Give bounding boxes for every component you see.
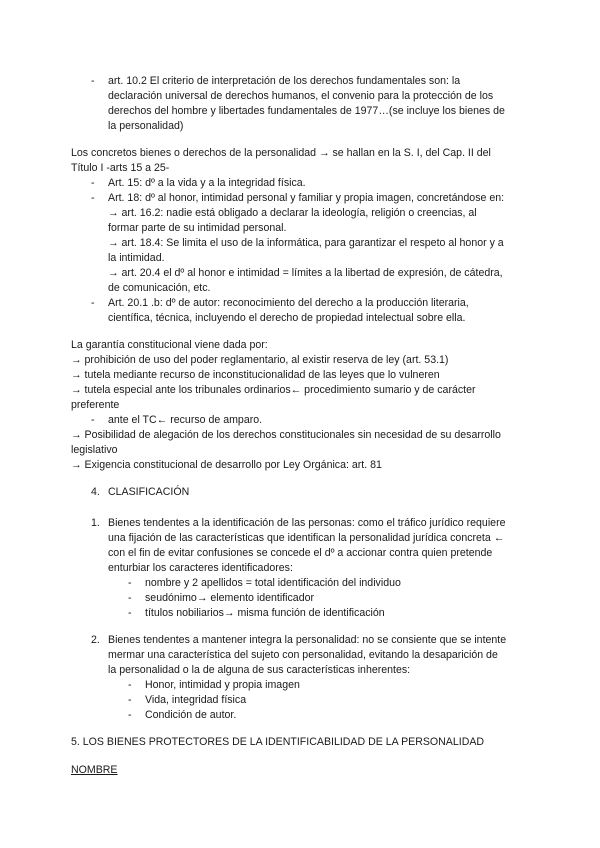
item-2-line-2: mermar una característica del sujeto con personalidad, evitando la desaparición de [108, 649, 498, 661]
art-18-line-6: → art. 20.4 el dº al honor e intimidad = límites a la libertad de expresión, de cátedra, [108, 267, 503, 279]
item-2-sub-2: Vida, integridad física [145, 694, 247, 706]
art-18-line-1: Art. 18: dº al honor, intimidad personal y familiar y propia imagen, concretándose en: [108, 192, 505, 204]
item-2-line-3: la personalidad o la de alguna de sus características inherentes: [108, 664, 411, 676]
item-1-sub-3: títulos nobiliarios→ misma función de identificación [145, 607, 385, 619]
item-1-sub-bullet-2: - [128, 592, 132, 604]
item-2-line-1: Bienes tendentes a mantener integra la personalidad: no se consiente que se intente [108, 634, 507, 646]
item-1-line-3: con el fin de evitar confusiones se concede el dº a accionar contra quien pretende [108, 547, 493, 559]
art-18-line-7: de comunicación, etc. [108, 282, 211, 294]
item-1-sub-2: seudónimo→ elemento identificador [145, 592, 315, 604]
bullet-art-10-2: - [91, 75, 95, 87]
clasificacion-heading: CLASIFICACIÓN [108, 486, 190, 498]
item-1-line-1: Bienes tendentes a la identificación de las personas: como el tráfico jurídico requiere [108, 517, 506, 529]
item-2-sub-bullet-2: - [128, 694, 132, 706]
item-1-sub-bullet-1: - [128, 577, 132, 589]
art-18-line-4: → art. 18.4: Se limita el uso de la informática, para garantizar el respeto al honor y a [108, 237, 504, 249]
garantia-amparo: ante el TC← recurso de amparo. [108, 414, 263, 426]
art-18-line-5: la intimidad. [108, 252, 165, 264]
art-10-2-line-4: la personalidad) [108, 120, 184, 132]
garantia-line-8: → Exigencia constitucional de desarrollo por Ley Orgánica: art. 81 [71, 459, 382, 471]
bullet-amparo: - [91, 414, 95, 426]
clasificacion-number: 4. [91, 486, 100, 498]
item-2-number: 2. [91, 634, 100, 646]
art-20-1-line-1: Art. 20.1 .b: dº de autor: reconocimiento del derecho a la producción literaria, [108, 297, 469, 309]
bullet-art-18: - [91, 192, 95, 204]
item-2-sub-bullet-3: - [128, 709, 132, 721]
garantia-line-7: legislativo [71, 444, 118, 456]
nombre-heading: NOMBRE [71, 764, 118, 776]
item-1-line-2: una fijación de las características que identifican la personalidad jurídica concreta ← [108, 532, 505, 544]
art-10-2-line-2: declaración universal de derechos humanos, el convenio para la protección de los [108, 90, 494, 102]
garantia-line-3: → tutela mediante recurso de inconstitucionalidad de las leyes que lo vulneren [71, 369, 440, 381]
item-2-sub-3: Condición de autor. [145, 709, 237, 721]
garantia-line-6: → Posibilidad de alegación de los derechos constitucionales sin necesidad de su desarrollo [71, 429, 501, 441]
item-1-number: 1. [91, 517, 100, 529]
garantia-line-4: → tutela especial ante los tribunales ordinarios← procedimiento sumario y de carácter [71, 384, 476, 396]
garantia-line-1: La garantía constitucional viene dada por: [71, 339, 268, 351]
item-1-sub-bullet-3: - [128, 607, 132, 619]
art-10-2-line-1: art. 10.2 El criterio de interpretación de los derechos fundamentales son: la [108, 75, 461, 87]
art-15-line: Art. 15: dº a la vida y a la integridad física. [108, 177, 306, 189]
concretos-intro-line-2: Título I -arts 15 a 25- [71, 162, 170, 174]
garantia-line-2: → prohibición de uso del poder reglamentario, al existir reserva de ley (art. 53.1) [71, 354, 449, 366]
item-1-line-4: enturbiar los caracteres identificadores: [108, 562, 293, 574]
garantia-line-5: preferente [71, 399, 120, 411]
art-18-line-2: → art. 16.2: nadie está obligado a declarar la ideología, religión o creencias, al [108, 207, 477, 219]
art-20-1-line-2: científica, técnica, incluyendo el derecho de propiedad intelectual sobre ella. [108, 312, 466, 324]
bullet-art-15: - [91, 177, 95, 189]
item-1-sub-1: nombre y 2 apellidos = total identificación del individuo [145, 577, 401, 589]
art-18-line-3: formar parte de su intimidad personal. [108, 222, 287, 234]
concretos-intro-line-1: Los concretos bienes o derechos de la personalidad → se hallan en la S. I, del Cap. II del [71, 147, 491, 159]
bullet-art-20-1: - [91, 297, 95, 309]
section-5-heading: 5. LOS BIENES PROTECTORES DE LA IDENTIFICABILIDAD DE LA PERSONALIDAD [71, 736, 485, 748]
item-2-sub-bullet-1: - [128, 679, 132, 691]
item-2-sub-1: Honor, intimidad y propia imagen [145, 679, 300, 691]
art-10-2-line-3: derechos del hombre y libertades fundamentales de 1977…(se incluye los bienes de [108, 105, 505, 117]
